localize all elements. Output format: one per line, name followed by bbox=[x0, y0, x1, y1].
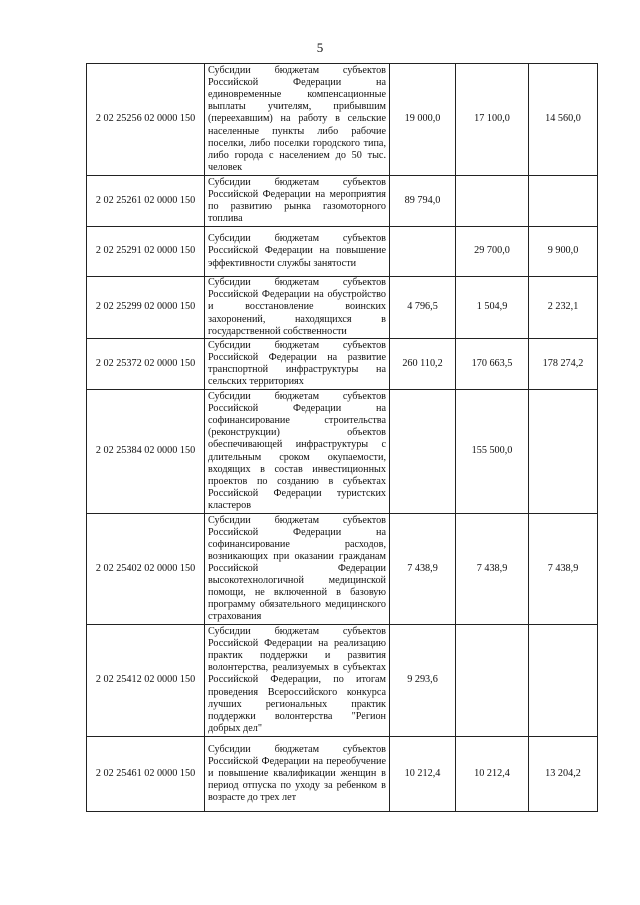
amount-year-3 bbox=[529, 390, 598, 514]
budget-code: 2 02 25261 02 0000 150 bbox=[87, 176, 205, 227]
subsidy-description: Субсидии бюджетам субъектов Российской Федерации на реализацию практик поддержки и развития волонтерства, реализуемых в субъектах Российской Федерации, по итогам проведения Всероссийского конкурса лучших региональных практик поддержки волонтерства "Регион добрых дел" bbox=[205, 625, 390, 737]
amount-year-3: 7 438,9 bbox=[529, 514, 598, 625]
amount-year-1: 7 438,9 bbox=[390, 514, 456, 625]
amount-year-2: 10 212,4 bbox=[456, 737, 529, 812]
budget-code: 2 02 25461 02 0000 150 bbox=[87, 737, 205, 812]
amount-year-3: 2 232,1 bbox=[529, 277, 598, 339]
amount-year-1: 10 212,4 bbox=[390, 737, 456, 812]
amount-year-1 bbox=[390, 227, 456, 277]
amount-year-3: 9 900,0 bbox=[529, 227, 598, 277]
amount-year-1: 9 293,6 bbox=[390, 625, 456, 737]
subsidy-description: Субсидии бюджетам субъектов Российской Федерации на мероприятия по развитию рынка газомоторного топлива bbox=[205, 176, 390, 227]
amount-year-2: 7 438,9 bbox=[456, 514, 529, 625]
table-row bbox=[87, 277, 598, 339]
subsidy-description: Субсидии бюджетам субъектов Российской Федерации на софинансирование расходов, возникающих при оказании гражданам Российской Федерации высокотехнологичной медицинской помощи, не включенной в базовую программу обязательного медицинского страхования bbox=[205, 514, 390, 625]
amount-year-1: 260 110,2 bbox=[390, 339, 456, 390]
table-row bbox=[87, 339, 598, 390]
table-row bbox=[87, 64, 598, 176]
budget-code: 2 02 25384 02 0000 150 bbox=[87, 390, 205, 514]
table-row bbox=[87, 625, 598, 737]
amount-year-2: 155 500,0 bbox=[456, 390, 529, 514]
amount-year-1 bbox=[390, 390, 456, 514]
table-row bbox=[87, 227, 598, 277]
amount-year-3 bbox=[529, 625, 598, 737]
subsidy-description: Субсидии бюджетам субъектов Российской Федерации на развитие транспортной инфраструктуры на сельских территориях bbox=[205, 339, 390, 390]
table-row bbox=[87, 514, 598, 625]
subsidy-description: Субсидии бюджетам субъектов Российской Федерации на софинансирование строительства (реконструкции) объектов обеспечивающей инфраструктуры с длительным сроком окупаемости, входящих в состав инвестиционных проектов по созданию в субъектах Российской Федерации туристских кластеров bbox=[205, 390, 390, 514]
subsidy-description: Субсидии бюджетам субъектов Российской Федерации на повышение эффективности службы занятости bbox=[205, 227, 390, 277]
amount-year-1: 19 000,0 bbox=[390, 64, 456, 176]
amount-year-2: 170 663,5 bbox=[456, 339, 529, 390]
amount-year-3: 14 560,0 bbox=[529, 64, 598, 176]
amount-year-3: 178 274,2 bbox=[529, 339, 598, 390]
amount-year-1: 4 796,5 bbox=[390, 277, 456, 339]
budget-code: 2 02 25372 02 0000 150 bbox=[87, 339, 205, 390]
amount-year-3: 13 204,2 bbox=[529, 737, 598, 812]
budget-table bbox=[86, 63, 598, 812]
amount-year-2: 17 100,0 bbox=[456, 64, 529, 176]
amount-year-1: 89 794,0 bbox=[390, 176, 456, 227]
amount-year-2: 29 700,0 bbox=[456, 227, 529, 277]
amount-year-2 bbox=[456, 176, 529, 227]
table-row bbox=[87, 390, 598, 514]
subsidy-description: Субсидии бюджетам субъектов Российской Федерации на переобучение и повышение квалификации женщин в период отпуска по уходу за ребенком в возрасте до трех лет bbox=[205, 737, 390, 812]
amount-year-3 bbox=[529, 176, 598, 227]
amount-year-2: 1 504,9 bbox=[456, 277, 529, 339]
amount-year-2 bbox=[456, 625, 529, 737]
budget-code: 2 02 25256 02 0000 150 bbox=[87, 64, 205, 176]
page-number: 5 bbox=[316, 40, 324, 55]
subsidy-description: Субсидии бюджетам субъектов Российской Федерации на обустройство и восстановление воинских захоронений, находящихся в государственной собственности bbox=[205, 277, 390, 339]
budget-code: 2 02 25291 02 0000 150 bbox=[87, 227, 205, 277]
budget-code: 2 02 25412 02 0000 150 bbox=[87, 625, 205, 737]
budget-code: 2 02 25299 02 0000 150 bbox=[87, 277, 205, 339]
subsidy-description: Субсидии бюджетам субъектов Российской Федерации на единовременные компенсационные выплаты учителям, прибывшим (переехавшим) на работу в сельские населенные пункты либо рабочие поселки, либо поселки городского типа, либо города с населением до 50 тыс. человек bbox=[205, 64, 390, 176]
table-row bbox=[87, 176, 598, 227]
budget-code: 2 02 25402 02 0000 150 bbox=[87, 514, 205, 625]
table-row bbox=[87, 737, 598, 812]
